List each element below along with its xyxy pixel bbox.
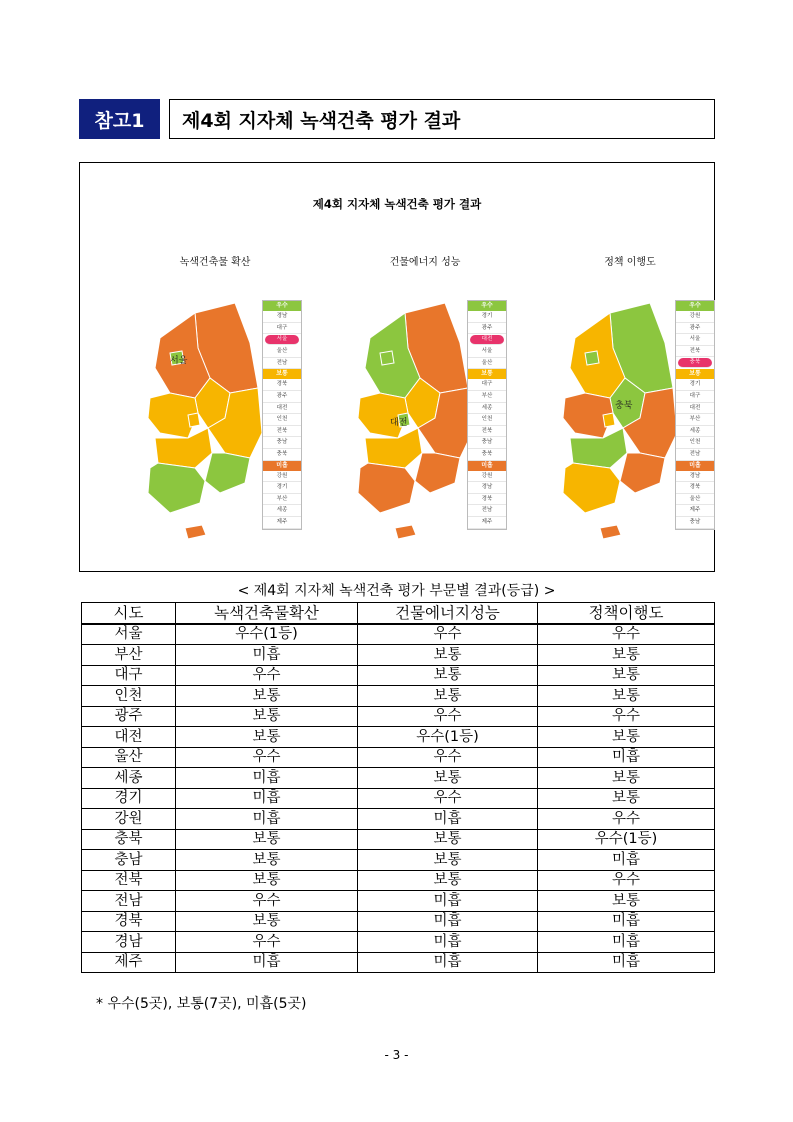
legend-item: 광주 xyxy=(468,323,506,335)
table-row xyxy=(82,870,715,891)
legend-item: 울산 xyxy=(676,494,714,506)
grade-cell: 보통 xyxy=(176,686,358,707)
table-row xyxy=(82,788,715,809)
region-cell: 인천 xyxy=(82,686,176,707)
grade-cell: 미흡 xyxy=(538,850,715,871)
grade-cell: 미흡 xyxy=(176,768,358,789)
map-panel xyxy=(330,243,540,543)
legend-item: 세종 xyxy=(468,403,506,415)
table-row xyxy=(82,706,715,727)
legend-item: 제주 xyxy=(468,517,506,529)
grade-cell: 우수 xyxy=(176,665,358,686)
grade-cell: 미흡 xyxy=(538,952,715,973)
page-number: - 3 - xyxy=(384,1048,409,1062)
legend-item: 경북 xyxy=(263,379,301,391)
legend-item: 경기 xyxy=(263,482,301,494)
region-gyeongnam xyxy=(620,453,665,493)
region-jeonnam xyxy=(358,463,415,513)
table-row xyxy=(82,829,715,850)
region-cell: 전북 xyxy=(82,870,176,891)
table-row xyxy=(82,809,715,830)
region-gyeongnam xyxy=(205,453,250,493)
grade-cell: 미흡 xyxy=(176,952,358,973)
region-cell: 대전 xyxy=(82,727,176,748)
legend-item: 경북 xyxy=(468,494,506,506)
table-row xyxy=(82,952,715,973)
region-cell: 부산 xyxy=(82,645,176,666)
grade-cell: 보통 xyxy=(176,706,358,727)
table-row xyxy=(82,932,715,953)
grade-cell: 보통 xyxy=(538,788,715,809)
grade-cell: 미흡 xyxy=(358,952,538,973)
legend-item: 전남 xyxy=(468,505,506,517)
legend-item: 전남 xyxy=(676,449,714,461)
grade-cell: 미흡 xyxy=(358,932,538,953)
grade-cell: 보통 xyxy=(538,686,715,707)
map-legend xyxy=(675,300,715,530)
grade-cell: 보통 xyxy=(176,850,358,871)
grade-cell: 보통 xyxy=(358,850,538,871)
grade-cell: 미흡 xyxy=(176,645,358,666)
legend-item: 제주 xyxy=(263,517,301,529)
legend-item: 부산 xyxy=(676,414,714,426)
grade-cell: 우수 xyxy=(358,624,538,645)
region-gyeongnam xyxy=(415,453,460,493)
grade-cell: 보통 xyxy=(176,727,358,748)
table-row xyxy=(82,911,715,932)
region-cell: 강원 xyxy=(82,809,176,830)
table-row xyxy=(82,686,715,707)
legend-group-avg: 보통 xyxy=(676,369,714,379)
legend-item: 경기 xyxy=(676,379,714,391)
grade-cell: 보통 xyxy=(176,829,358,850)
legend-item: 강원 xyxy=(676,311,714,323)
region-cell: 충북 xyxy=(82,829,176,850)
legend-group-good: 우수 xyxy=(468,301,506,311)
grade-cell: 우수 xyxy=(358,706,538,727)
panel-title: 건물에너지 성능 xyxy=(389,257,461,268)
legend-item: 경북 xyxy=(676,482,714,494)
legend-item: 전남 xyxy=(263,358,301,370)
legend-item: 대구 xyxy=(263,323,301,335)
grade-cell: 보통 xyxy=(538,727,715,748)
header-cell: 정책이행도 xyxy=(538,603,715,624)
page-title: 제4회 지자체 녹색건축 평가 결과 xyxy=(169,99,715,139)
grade-cell: 우수 xyxy=(358,788,538,809)
map-label: 충북 xyxy=(615,401,633,411)
figure-title: 제4회 지자체 녹색건축 평가 결과 xyxy=(312,197,482,211)
legend-item: 충남 xyxy=(676,517,714,529)
table-row xyxy=(82,768,715,789)
table-row xyxy=(82,645,715,666)
grade-cell: 우수 xyxy=(176,747,358,768)
grade-cell: 보통 xyxy=(358,665,538,686)
region-cell: 제주 xyxy=(82,952,176,973)
legend-item: 광주 xyxy=(263,391,301,403)
grade-cell: 미흡 xyxy=(358,911,538,932)
legend-group-low: 미흡 xyxy=(468,461,506,471)
legend-item: 인천 xyxy=(676,437,714,449)
region-seoul xyxy=(380,351,394,365)
korea-map xyxy=(555,303,685,543)
region-seoul xyxy=(585,351,599,365)
legend-item: 전북 xyxy=(676,346,714,358)
grade-cell: 우수 xyxy=(538,809,715,830)
grade-cell: 미흡 xyxy=(538,932,715,953)
legend-item: 부산 xyxy=(263,494,301,506)
grade-cell: 우수(1등) xyxy=(358,727,538,748)
legend-item: 세종 xyxy=(263,505,301,517)
legend-group-good: 우수 xyxy=(263,301,301,311)
legend-item: 광주 xyxy=(676,323,714,335)
grade-cell: 보통 xyxy=(538,891,715,912)
grade-cell: 보통 xyxy=(358,870,538,891)
table-row xyxy=(82,727,715,748)
region-jeju xyxy=(185,525,206,539)
results-table xyxy=(81,602,715,973)
header-cell: 시도 xyxy=(82,603,176,624)
section-header xyxy=(79,99,715,139)
legend-group-avg: 보통 xyxy=(468,369,506,379)
legend-item: 강원 xyxy=(263,471,301,483)
grade-cell: 보통 xyxy=(176,870,358,891)
legend-item: 인천 xyxy=(263,414,301,426)
region-cell: 경북 xyxy=(82,911,176,932)
grade-cell: 우수 xyxy=(358,747,538,768)
legend-item: 충북 xyxy=(263,449,301,461)
legend-item: 서울 xyxy=(676,334,714,346)
map-figure xyxy=(79,162,715,572)
grade-cell: 보통 xyxy=(538,768,715,789)
legend-item: 대구 xyxy=(676,391,714,403)
legend-group-good: 우수 xyxy=(676,301,714,311)
grade-cell: 우수(1등) xyxy=(538,829,715,850)
grade-cell: 보통 xyxy=(358,768,538,789)
legend-item: 인천 xyxy=(468,414,506,426)
region-daejeon xyxy=(603,413,615,427)
legend-item: 강원 xyxy=(468,471,506,483)
grade-cell: 보통 xyxy=(538,645,715,666)
legend-item: 경남 xyxy=(263,311,301,323)
region-cell: 경남 xyxy=(82,932,176,953)
map-legend xyxy=(467,300,507,530)
legend-group-avg: 보통 xyxy=(263,369,301,379)
grade-cell: 미흡 xyxy=(358,809,538,830)
legend-item: 경기 xyxy=(468,311,506,323)
legend-item: 세종 xyxy=(676,426,714,438)
region-jeonnam xyxy=(148,463,205,513)
grade-cell: 미흡 xyxy=(358,891,538,912)
legend-item: 전북 xyxy=(263,426,301,438)
region-cell: 대구 xyxy=(82,665,176,686)
legend-item: 대전 xyxy=(470,335,504,345)
legend-group-low: 미흡 xyxy=(263,461,301,471)
header-cell: 녹색건축물확산 xyxy=(176,603,358,624)
grade-cell: 보통 xyxy=(358,686,538,707)
table-row xyxy=(82,665,715,686)
legend-item: 서울 xyxy=(468,346,506,358)
region-jeju xyxy=(395,525,416,539)
legend-item: 전북 xyxy=(468,426,506,438)
grade-cell: 우수 xyxy=(538,706,715,727)
legend-item: 충남 xyxy=(263,437,301,449)
table-header-row xyxy=(82,603,715,624)
legend-group-low: 미흡 xyxy=(676,461,714,471)
grade-cell: 우수 xyxy=(538,870,715,891)
legend-item: 울산 xyxy=(263,346,301,358)
grade-cell: 미흡 xyxy=(176,788,358,809)
region-jeonnam xyxy=(563,463,620,513)
footnote: * 우수(5곳), 보통(7곳), 미흡(5곳) xyxy=(96,996,307,1012)
grade-cell: 우수 xyxy=(176,891,358,912)
grade-cell: 미흡 xyxy=(538,911,715,932)
region-jeju xyxy=(600,525,621,539)
map-legend xyxy=(262,300,302,530)
grade-cell: 보통 xyxy=(358,645,538,666)
table-row xyxy=(82,891,715,912)
region-cell: 전남 xyxy=(82,891,176,912)
legend-item: 충북 xyxy=(468,449,506,461)
region-daejeon xyxy=(188,413,200,427)
region-cell: 서울 xyxy=(82,624,176,645)
table-row xyxy=(82,747,715,768)
legend-item: 대전 xyxy=(263,403,301,415)
grade-cell: 우수 xyxy=(538,624,715,645)
grade-cell: 미흡 xyxy=(538,747,715,768)
legend-item: 충북 xyxy=(678,358,712,368)
legend-item: 대전 xyxy=(676,403,714,415)
region-cell: 충남 xyxy=(82,850,176,871)
region-cell: 세종 xyxy=(82,768,176,789)
header-cell: 건물에너지성능 xyxy=(358,603,538,624)
korea-map xyxy=(350,303,480,543)
grade-cell: 보통 xyxy=(358,829,538,850)
table-row xyxy=(82,850,715,871)
reference-badge: 참고1 xyxy=(79,99,160,139)
grade-cell: 미흡 xyxy=(176,809,358,830)
region-cell: 경기 xyxy=(82,788,176,809)
legend-item: 제주 xyxy=(676,505,714,517)
grade-cell: 보통 xyxy=(176,911,358,932)
table-caption: < 제4회 지자체 녹색건축 평가 부문별 결과(등급) > xyxy=(237,583,556,599)
grade-cell: 우수(1등) xyxy=(176,624,358,645)
panel-title: 정책 이행도 xyxy=(604,257,656,268)
legend-item: 서울 xyxy=(265,335,299,345)
legend-item: 경남 xyxy=(676,471,714,483)
legend-item: 경남 xyxy=(468,482,506,494)
panel-title: 녹색건축물 확산 xyxy=(179,257,251,268)
legend-item: 부산 xyxy=(468,391,506,403)
region-cell: 울산 xyxy=(82,747,176,768)
legend-item: 울산 xyxy=(468,358,506,370)
region-cell: 광주 xyxy=(82,706,176,727)
grade-cell: 보통 xyxy=(538,665,715,686)
map-label: 서울 xyxy=(170,356,188,366)
legend-item: 충남 xyxy=(468,437,506,449)
map-label: 대전 xyxy=(390,418,408,428)
grade-cell: 우수 xyxy=(176,932,358,953)
legend-item: 대구 xyxy=(468,379,506,391)
table-row xyxy=(82,624,715,645)
korea-map xyxy=(140,303,270,543)
